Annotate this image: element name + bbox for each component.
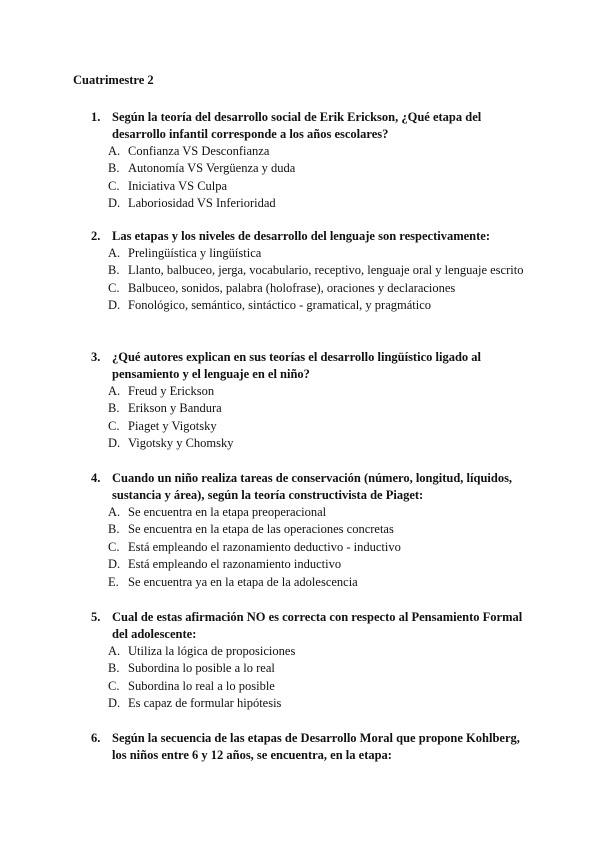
option-a: A. Confianza VS Desconfianza	[108, 144, 270, 158]
question-number: 5.	[91, 610, 101, 624]
option-a: A. Utiliza la lógica de proposiciones	[108, 644, 296, 658]
question-text	[91, 730, 531, 764]
option-a: A. Prelingüística y lingüística	[108, 246, 262, 260]
option-d: D. Laboriosidad VS Inferioridad	[108, 196, 276, 211]
question-prompt: Cual de estas afirmación NO es correcta con respecto al Pensamiento Formal del adolescente:	[112, 610, 523, 641]
option-d: D. Está empleando el razonamiento inductivo	[108, 557, 342, 572]
question-number: 1.	[91, 110, 101, 124]
answer-options	[91, 504, 531, 591]
question-text	[91, 609, 531, 643]
option-c: C. Iniciativa VS Culpa	[108, 178, 228, 193]
option-a: A. Se encuentra en la etapa preoperacional	[108, 505, 327, 519]
answer-options	[91, 143, 531, 213]
option-d: D. Vigotsky y Chomsky	[108, 436, 234, 451]
option-c: C. Está empleando el razonamiento deductivo - inductivo	[108, 539, 401, 554]
question-prompt: Las etapas y los niveles de desarrollo del lenguaje son respectivamente:	[112, 229, 490, 243]
option-a: A. Freud y Erickson	[108, 384, 215, 398]
option-b: B. Erikson y Bandura	[108, 401, 222, 416]
question-6	[91, 730, 531, 764]
option-d: D. Fonológico, semántico, sintáctico - gramatical, y pragmático	[108, 298, 432, 313]
question-prompt: Según la secuencia de las etapas de Desarrollo Moral que propone Kohlberg, los niños entre 6 y 12 años, se encuentra, en la etapa:	[112, 731, 520, 762]
question-prompt: Cuando un niño realiza tareas de conservación (número, longitud, líquidos, sustancia y área), según la teoría constructivista de Piaget:	[112, 471, 513, 502]
option-e: E. Se encuentra ya en la etapa de la adolescencia	[108, 574, 358, 589]
answer-options	[91, 643, 531, 713]
question-number: 6.	[91, 731, 101, 745]
question-2	[91, 228, 531, 315]
question-text	[91, 470, 531, 504]
option-b: B. Subordina lo posible a lo real	[108, 661, 275, 676]
question-number: 2.	[91, 229, 101, 243]
question-number: 4.	[91, 471, 101, 485]
question-text	[91, 228, 531, 245]
question-text	[91, 349, 531, 383]
question-number: 3.	[91, 350, 101, 364]
question-prompt: ¿Qué autores explican en sus teorías el desarrollo lingüístico ligado al pensamiento y el lenguaje en el niño?	[112, 350, 481, 381]
option-c: C. Piaget y Vigotsky	[108, 418, 217, 433]
question-4	[91, 470, 531, 591]
option-b: B. Se encuentra en la etapa de las operaciones concretas	[108, 522, 394, 537]
option-b: B. Autonomía VS Vergüenza y duda	[108, 161, 296, 176]
option-c: C. Balbuceo, sonidos, palabra (holofrase), oraciones y declaraciones	[108, 280, 456, 295]
question-text	[91, 109, 531, 143]
option-d: D. Es capaz de formular hipótesis	[108, 696, 282, 711]
answer-options	[91, 245, 531, 315]
option-c: C. Subordina lo real a lo posible	[108, 678, 275, 693]
question-1	[91, 109, 531, 213]
question-prompt: Según la teoría del desarrollo social de Erik Erickson, ¿Qué etapa del desarrollo infantil corresponde a los años escolares?	[112, 110, 482, 141]
answer-options	[91, 383, 531, 453]
question-3	[91, 349, 531, 453]
page-title: Cuatrimestre 2	[73, 73, 154, 87]
option-b: B. Llanto, balbuceo, jerga, vocabulario, receptivo, lenguaje oral y lenguaje escrito	[108, 263, 524, 278]
question-5	[91, 609, 531, 713]
